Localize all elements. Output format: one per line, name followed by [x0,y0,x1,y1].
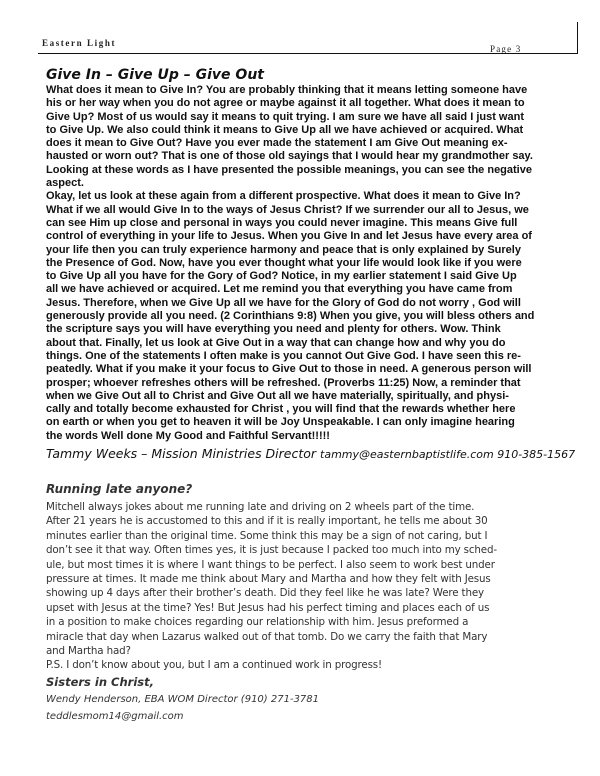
article-signature [46,445,576,464]
article-title: Running late anyone? [46,482,193,496]
article-running-late [46,480,566,725]
author-contact: tammy@easternbaptistlife.com 910-385-1567 [320,448,576,462]
article-body: What does it mean to Give In? You are probably thinking that it means letting someone have his or her way when you do not agree or maybe against it all together. What does it mean to Give Up? Most of us would say it means to quit trying. I am sure we have all said I just want to Give Up. We also could think it means to Give Up all we have achieved or acquired. What does it mean to Give Out? Have you ever made the statement I am Give Out meaning ex- hausted or worn out? That is one of those old sayings that I would hear my grandmother say. Looking at these words as I have presented the possible meanings, you can see the negative aspect. Okay, let us look at these again from a different prospective. What does it mean to Give In? What if we all would Give In to the ways of Jesus Christ? If we surrender our all to Jesus, we can see Him up close and personal in ways you could never imagine. This means Give full control of everything in your life to Jesus. When you Give In and let Jesus have every area of your life then you can truly experience harmony and peace that is only explained by Surely the Presence of God. Now, have you ever thought what your life would look like if you were to Give Up all you have for the Gory of God? Notice, in my earlier statement I said Give Up all we have achieved or acquired. Let me remind you that everything you have came from Jesus. Therefore, when we Give Up all we have for the Glory of God do not worry , God will generously provide all you need. (2 Corinthians 9:8) When you give, you will bless others and the scripture says you will have everything you need and plenty for others. Wow. Think about that. Finally, let us look at Give Out in a way that can change how and why you do things. One of the statements I often make is you cannot Out Give God. I have seen this re- peatedly. What if you make it your focus to Give Out to those in need. A generous person will prosper; whoever refreshes others will be refreshed. (Proverbs 11:25) Now, a reminder that when we Give Out all to Christ and Give Out all we have materially, spiritually, and physi- cally and totally become exhausted for Christ , you will find that the rewards whether here on earth or when you get to heaven it will be Joy Unspeakable. I can only imagine hearing the words Well done My Good and Faithful Servant!!!!! [46,84,535,442]
header-corner-rule [577,22,578,54]
closing-line: Sisters in Christ, [46,674,154,689]
article-body: Mitchell always jokes about me running late and driving on 2 wheels part of the time. After 21 years he is accustomed to this and if it is really important, he tells me about 30 minutes earlier than the original time. Some think this may be a sign of not caring, but I don’t see it that way. Often times yes, it is just because I packed too much into my sched- ule, but most times it is where I want things to be perfect. I also seem to work best under pressure at times. It made me think about Mary and Martha and how they felt with Jesus showing up 4 days after their brother’s death. Did they feel like he was late? Were they upset with Jesus at the time? Yes! But Jesus had his perfect timing and places each of us in a position to make choices regarding our relationship with him. Jesus preformed a miracle that day when Lazarus walked out of that tomb. Do we carry the faith that Mary and Martha had? P.S. I don’t know about you, but I am a continued work in progress! [46,501,497,672]
author-email: teddlesmom14@gmail.com [46,710,184,722]
author-name: Tammy Weeks – Mission Ministries Director [46,446,317,462]
author-signature: Wendy Henderson, EBA WOM Director (910) 271-3781 [46,693,320,705]
publication-name: Eastern Light [42,38,117,48]
page-number: Page 3 [490,44,522,54]
article-give-in-give-up-give-out [46,66,576,464]
header-rule [38,53,578,54]
article-title: Give In – Give Up – Give Out [46,67,264,83]
